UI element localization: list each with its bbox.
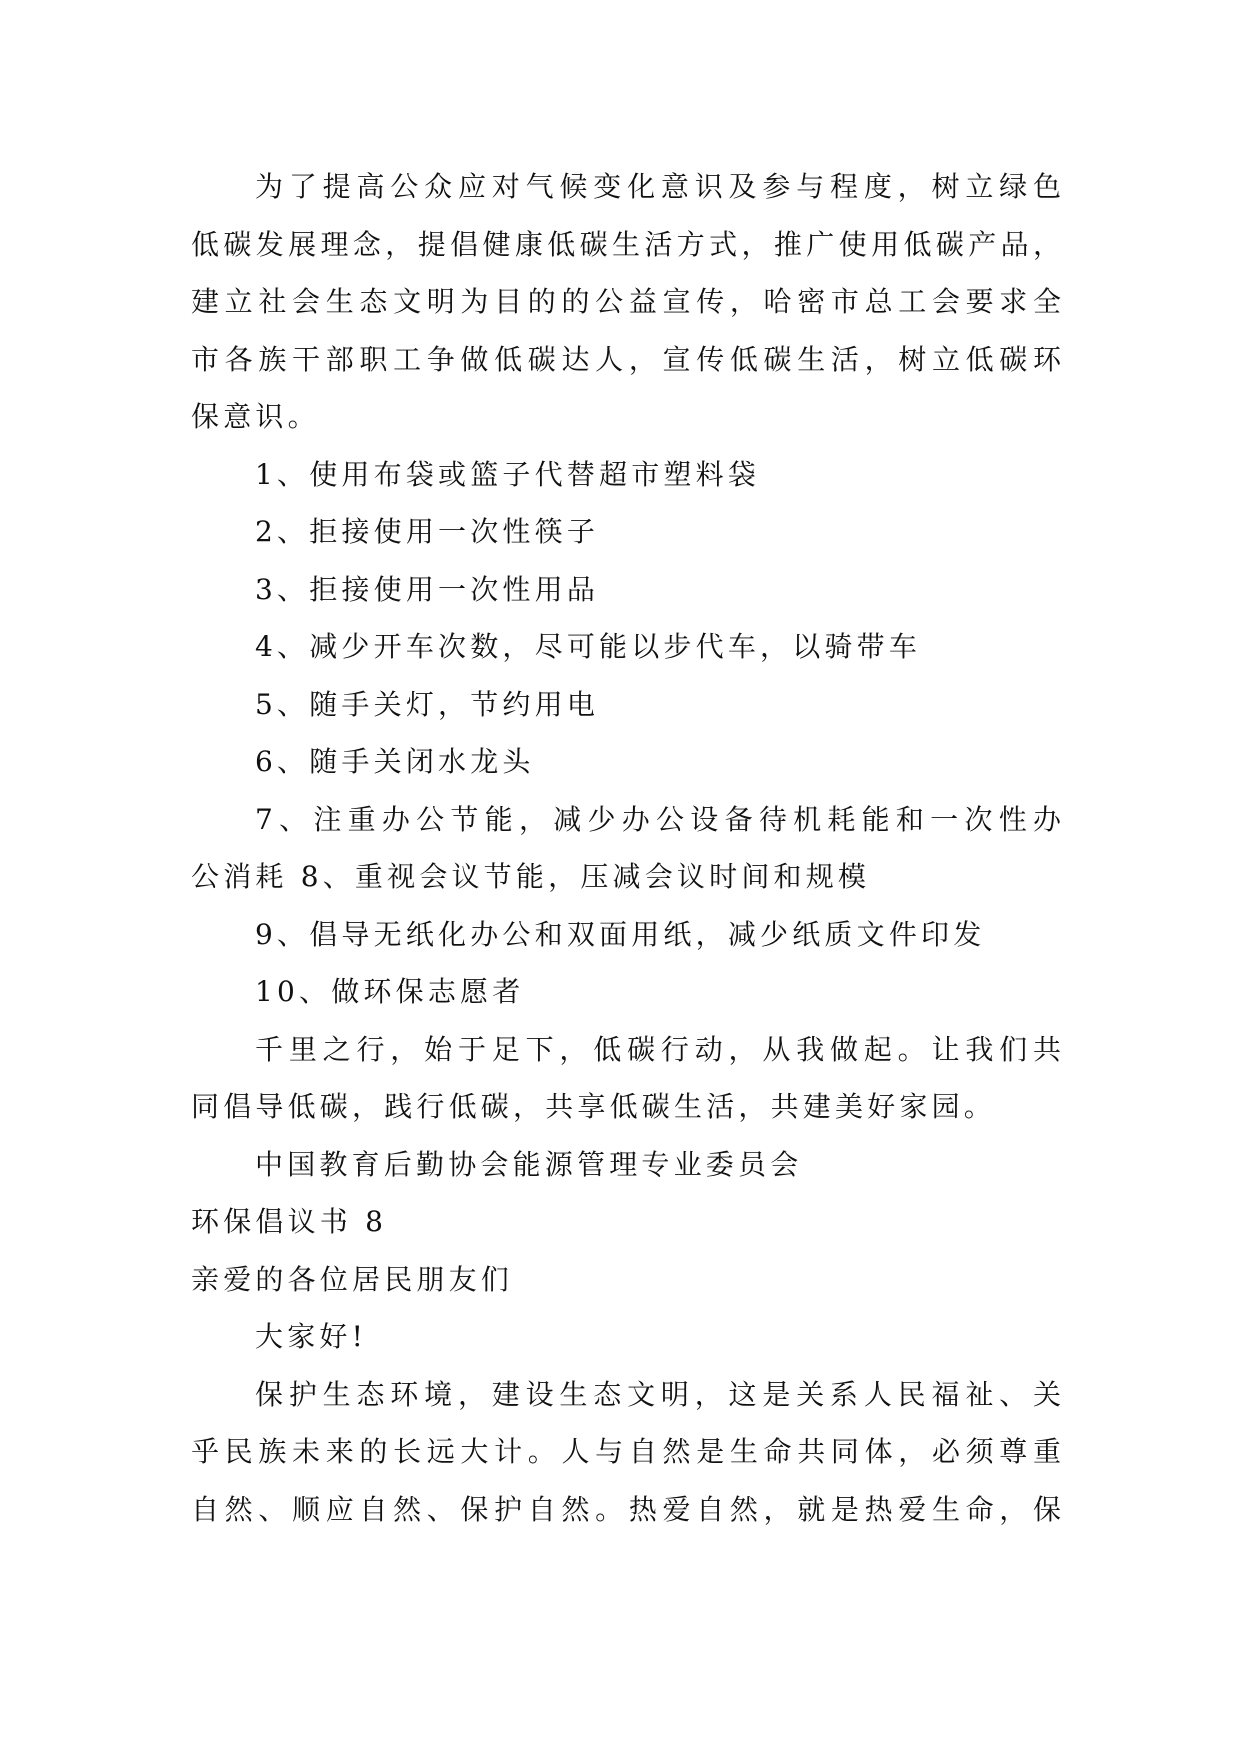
signature: 中国教育后勤协会能源管理专业委员会 <box>255 1147 803 1181</box>
list-item-6: 6、随手关闭水龙头 <box>255 745 535 778</box>
list-item-2: 2、拒接使用一次性筷子 <box>255 515 600 548</box>
paragraph-line: 保护生态环境，建设生态文明，这是关系人民福祉、关 <box>255 1377 1061 1411</box>
list-item-7: 7、注重办公节能，减少办公设备待机耗能和一次性办 <box>255 802 1061 836</box>
list-item-10: 10、做环保志愿者 <box>255 975 525 1008</box>
list-item-9: 9、倡导无纸化办公和双面用纸，减少纸质文件印发 <box>255 917 986 951</box>
list-item-4: 4、减少开车次数，尽可能以步代车，以骑带车 <box>255 630 922 663</box>
greeting: 大家好! <box>255 1320 368 1353</box>
paragraph-line: 自然、顺应自然、保护自然。热爱自然，就是热爱生命，保 <box>191 1492 1061 1526</box>
list-item-7-continued: 公消耗 8、重视会议节能，压减会议时间和规模 <box>191 860 871 893</box>
closing-line: 同倡导低碳，践行低碳，共享低碳生活，共建美好家园。 <box>191 1090 997 1123</box>
paragraph-line: 低碳发展理念，提倡健康低碳生活方式，推广使用低碳产品， <box>191 227 1061 261</box>
paragraph-line: 建立社会生态文明为目的的公益宣传，哈密市总工会要求全 <box>191 285 1061 318</box>
paragraph-line: 为了提高公众应对气候变化意识及参与程度，树立绿色 <box>255 170 1061 203</box>
document-page <box>191 158 1061 1538</box>
paragraph-line: 乎民族未来的长远大计。人与自然是生命共同体，必须尊重 <box>191 1435 1061 1468</box>
paragraph-line: 市各族干部职工争做低碳达人，宣传低碳生活，树立低碳环 <box>191 342 1061 376</box>
salutation: 亲爱的各位居民朋友们 <box>191 1262 514 1296</box>
list-item-5: 5、随手关灯，节约用电 <box>255 687 600 721</box>
list-item-3: 3、拒接使用一次性用品 <box>255 572 600 606</box>
closing-line: 千里之行，始于足下，低碳行动，从我做起。让我们共 <box>255 1032 1061 1066</box>
list-item-1: 1、使用布袋或篮子代替超市塑料袋 <box>255 457 761 491</box>
section-title: 环保倡议书 8 <box>191 1205 388 1238</box>
paragraph-line: 保意识。 <box>191 400 320 433</box>
